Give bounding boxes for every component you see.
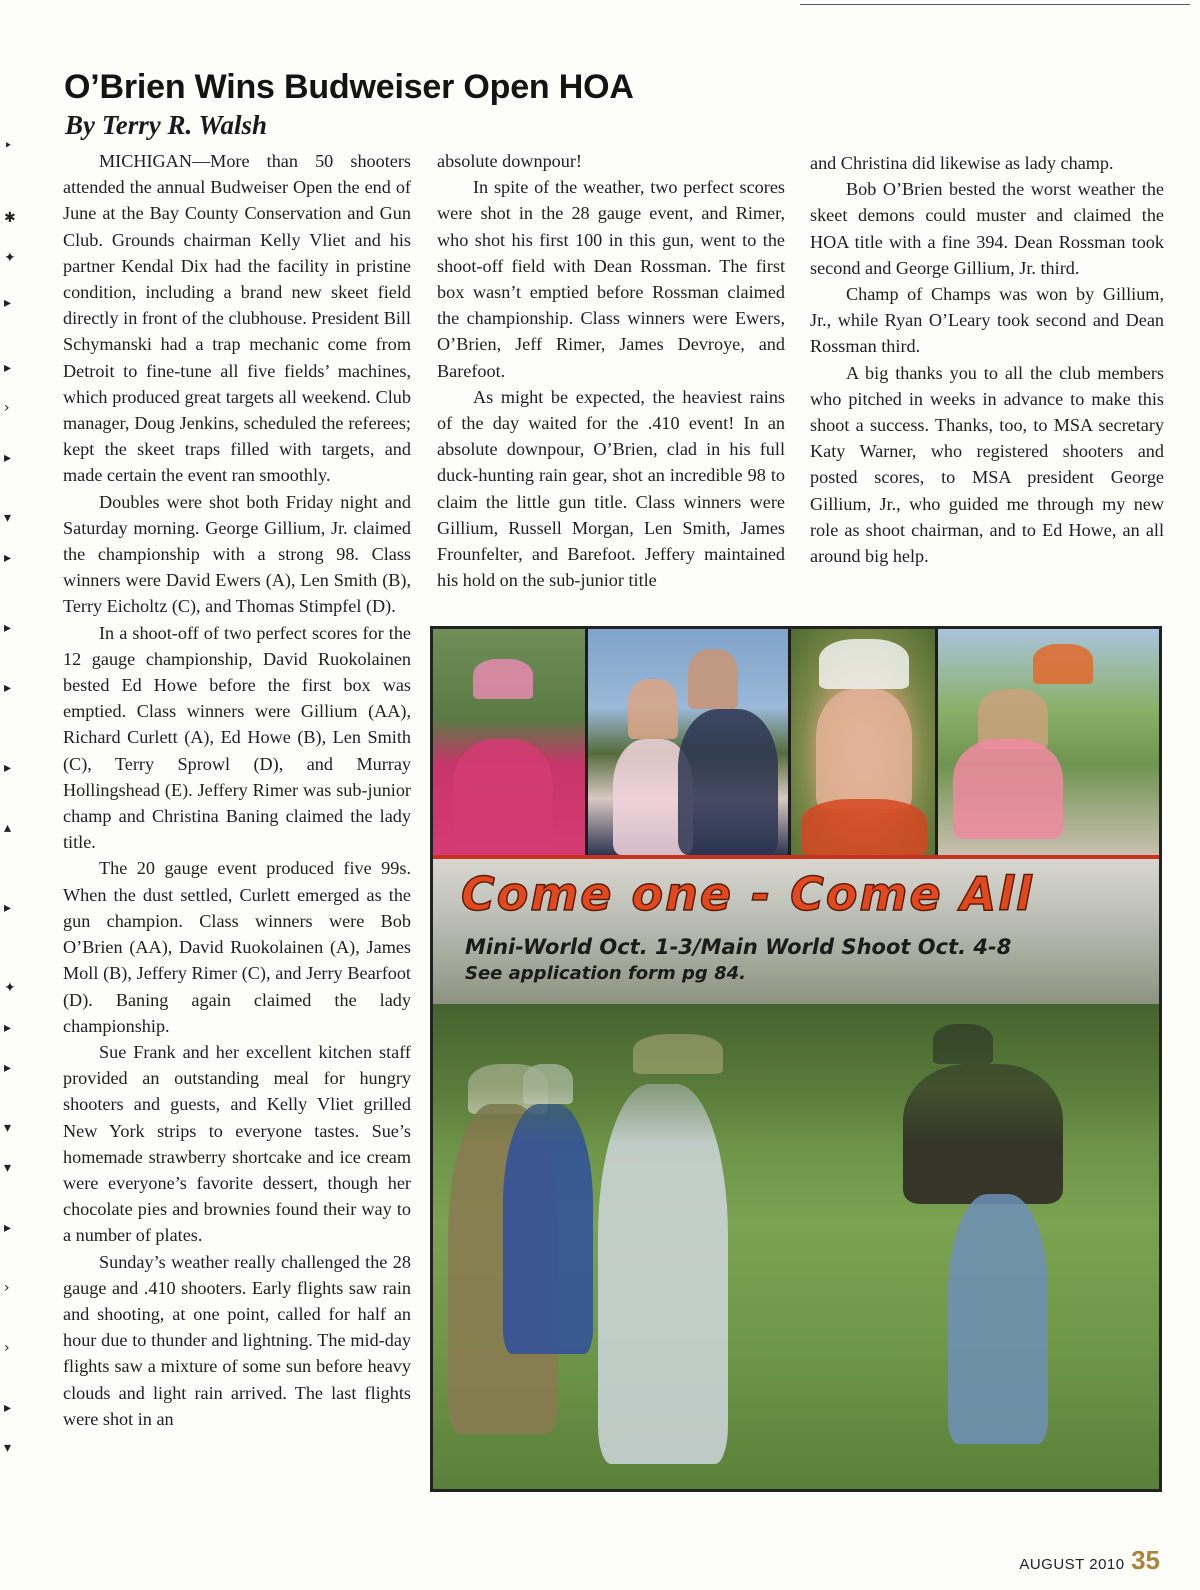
article-column-1: [63, 148, 411, 1432]
photo-shooter-pink-cap: [433, 629, 585, 855]
paragraph: A big thanks you to all the club members who pitched in weeks in advance to make this shoot a success. Thanks, too, to MSA secretary Katy Warner, who registered shooters and posted scores, to MSA president George Gillium, Jr., who guided me through my new role as shoot chairman, and to Ed Howe, an all around big help.: [810, 362, 1164, 567]
paragraph: and Christina did likewise as lady champ.: [810, 153, 1114, 173]
ad-event-dates: Mini-World Oct. 1-3/Main World Shoot Oct. 4-8: [465, 935, 1012, 959]
ad-headline: Come one - Come All: [461, 867, 1034, 921]
paragraph: In a shoot-off of two perfect scores for the 12 gauge championship, David Ruokolainen bested Ed Howe before the first box was emptied. Class winners were Gillium (AA), Richard Curlett (A), Ed Howe (B), Len Smith (C), Terry Sprowl (D), and Murray Hollingshead (E). Jeffery Rimer was sub-junior champ and Christina Baning claimed the lady title.: [63, 622, 411, 853]
ad-application-note: See application form pg 84.: [465, 963, 746, 984]
article-column-2: [437, 148, 785, 593]
page-number: 35: [1131, 1545, 1160, 1575]
article-column-3: [810, 150, 1164, 569]
paragraph: Doubles were shot both Friday night and Saturday morning. George Gillium, Jr. claimed the championship with a strong 98. Class winners were David Ewers (A), Len Smith (B), Terry Eicholtz (C), and Thomas Stimpfel (D).: [63, 491, 411, 617]
photo-strip: [433, 629, 1159, 855]
paragraph: MICHIGAN—More than 50 shooters attended the annual Budweiser Open the end of June at the Bay County Conservation and Gun Club. Grounds chairman Kelly Vliet and his partner Kendal Dix had the facility in pristine condition, including a brand new skeet field directly in front of the clubhouse. President Bill Schymanski had a trap mechanic come from Detroit to fine-tune all five fields’ machines, which produced great targets all weekend. Club manager, Doug Jenkins, scheduled the referees; kept the skeet traps filled with targets, and made certain the event ran smoothly.: [63, 151, 411, 486]
scan-artifact-margin: ‣ ✱ ✦ ▸ ▸ › ▸ ▾ ▸ ▸ ▸ ▸ ▴ ▸ ✦ ▸ ▸ ▾ ▾ ▸ › › ▸ ▾: [4, 138, 16, 1456]
paragraph: In spite of the weather, two perfect scores were shot in the 28 gauge event, and Rimer, who shot his first 100 in this gun, went to the shoot-off field with Dean Rossman. The first box wasn’t emptied before Rossman claimed the championship. Class winners were Ewers, O’Brien, Jeff Rimer, James Devroye, and Barefoot.: [437, 177, 785, 381]
paragraph: As might be expected, the heaviest rains of the day waited for the .410 event! In an absolute downpour, O’Brien, clad in his full duck-hunting rain gear, shot an incredible 98 to claim the little gun title. Class winners were Gillium, Russell Morgan, Len Smith, James Frounfelter, and Barefoot. Jeffery maintained his hold on the sub-junior title: [437, 386, 785, 591]
paragraph: Sue Frank and her excellent kitchen staff provided an outstanding meal for hungry shooters and guests, and Kelly Vliet grilled New York strips to everyone tastes. Sue’s homemade strawberry shortcake and ice cream were everyone’s favorite dessert, though her chocolate pies and brownies found their way to a number of plates.: [63, 1041, 411, 1246]
photo-bearded-man-portrait: [791, 629, 935, 855]
photo-shooter-in-field: [938, 629, 1159, 855]
paragraph: Bob O’Brien bested the worst weather the skeet demons could muster and claimed the HOA title with a fine 394. Dean Rossman took second and George Gillium, Jr. third.: [810, 179, 1164, 278]
paragraph: absolute downpour!: [437, 151, 582, 171]
issue-date: AUGUST 2010: [1019, 1556, 1125, 1573]
article-byline: By Terry R. Walsh: [65, 110, 268, 140]
article-title: O’Brien Wins Budweiser Open HOA: [64, 68, 634, 106]
tree-line: [433, 1004, 1159, 1144]
paragraph: Champ of Champs was won by Gillium, Jr., while Ryan O’Leary took second and Dean Rossman third.: [810, 284, 1164, 357]
page-footer: [1019, 1545, 1160, 1576]
top-rule: [800, 4, 1190, 5]
photo-couple-with-shotguns: [588, 629, 788, 855]
paragraph: The 20 gauge event produced five 99s. When the dust settled, Curlett emerged as the gun champion. Class winners were Bob O’Brien (AA), David Ruokolainen (A), James Moll (B), Jeffery Rimer (C), and Jerry Bearfoot (D). Baning again claimed the lady championship.: [63, 858, 411, 1036]
paragraph: Sunday’s weather really challenged the 28 gauge and .410 shooters. Early flights saw rain and shooting, at one point, called for half an hour due to thunder and lightning. The mid-day flights saw a mixture of some sun before heavy clouds and light rain arrived. The last flights were shot in an: [63, 1251, 411, 1429]
event-advertisement: [430, 626, 1162, 1492]
